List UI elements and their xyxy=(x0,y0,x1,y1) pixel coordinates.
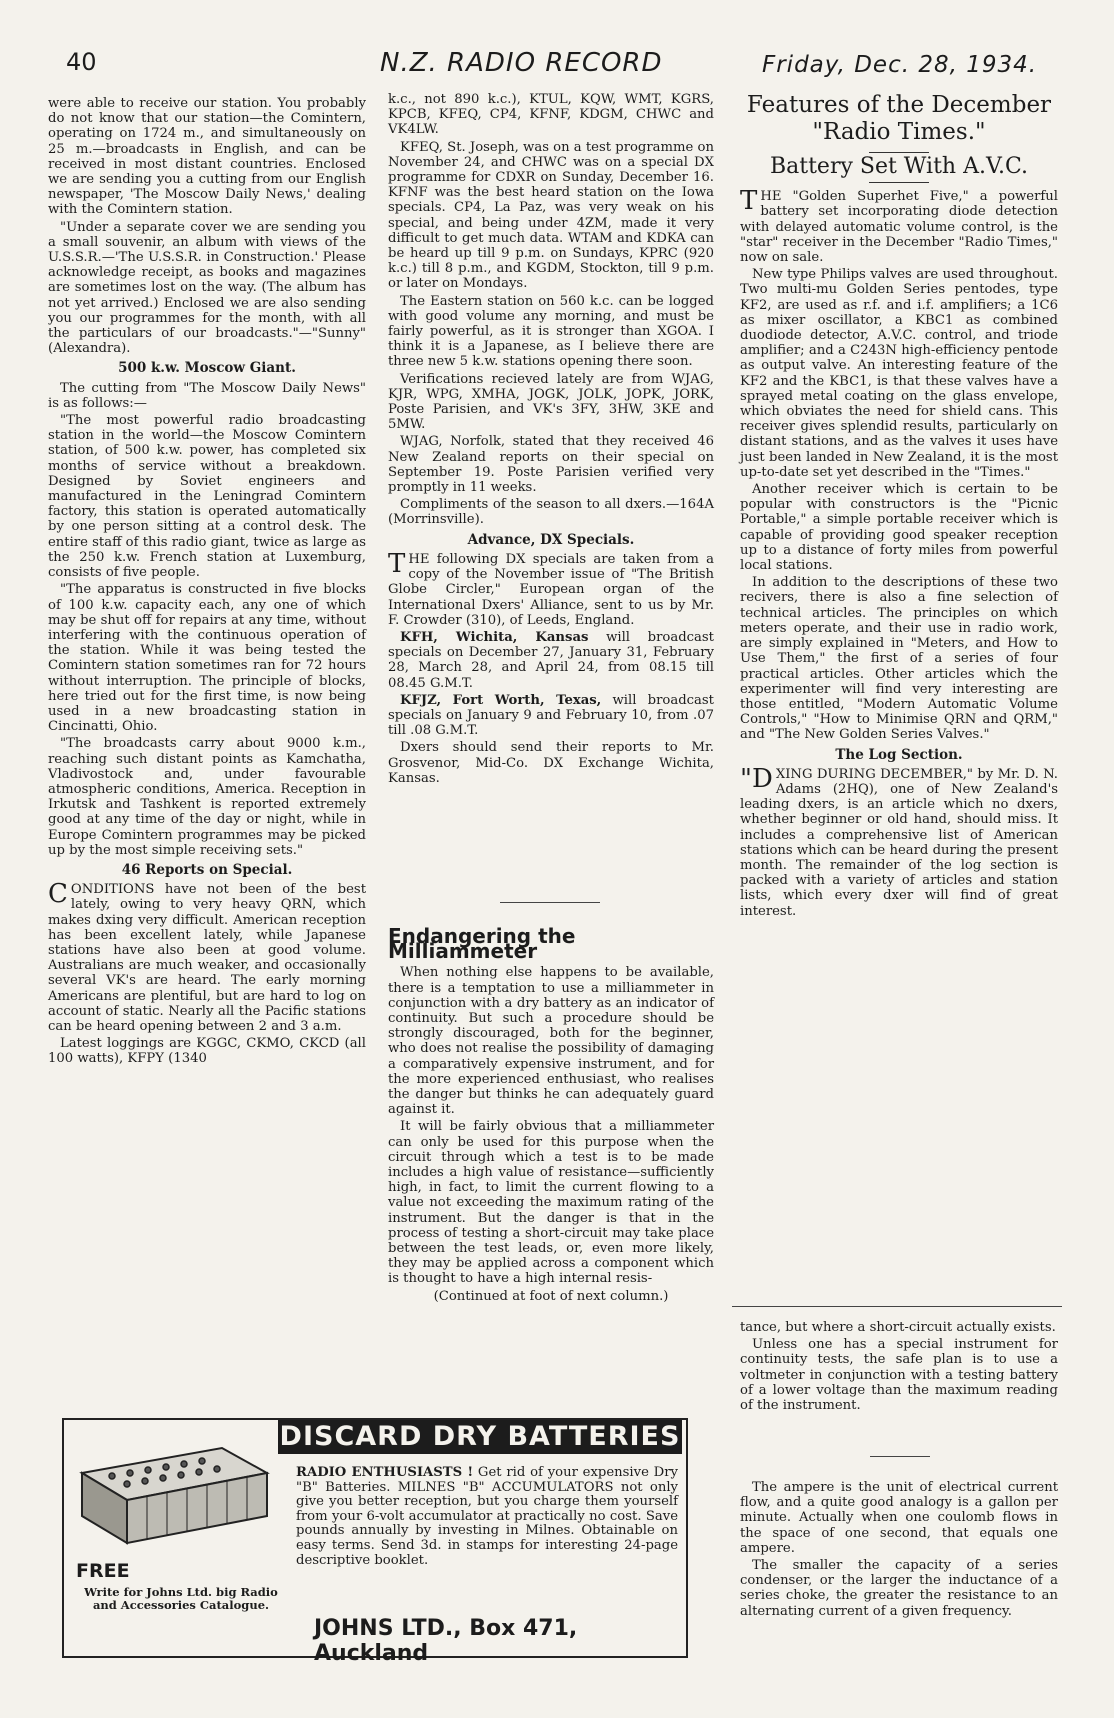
paragraph: When nothing else happens to be available, there is a temptation to use a milliammeter in conjunction with a dry battery as an indicator of continuity. But such a procedure should be strongly discouraged, both for the beginner, who does not realise the possibility of damaging a comparatively expensive instrument, and for the more experienced enthusiast, who realises the danger but thinks he can adequately guard against it. xyxy=(388,965,714,1118)
paragraph: KFEQ, St. Joseph, was on a test programme on November 24, and CHWC was on a special DX programme for CDXR on Sunday, December 16. KFNF was the best heard station on the Iowa specials. CP4, La Paz, was very weak on his special, and being under 4ZM, made it very difficult to get much data. WTAM and KDKA can be heard up till 9 p.m. on Sundays, KPRC (920 k.c.) till 8 p.m., and KGDM, Stockton, till 9 p.m. or later on Mondays. xyxy=(388,139,714,292)
divider xyxy=(870,1456,930,1457)
paragraph: k.c., not 890 k.c.), KTUL, KQW, WMT, KGRS, KPCB, KFEQ, CP4, KFNF, KDGM, CHWC and VK4LW. xyxy=(388,92,714,138)
paragraph: KFJZ, Fort Worth, Texas, will broadcast specials on January 9 and February 10, from .07 till .08 G.M.T. xyxy=(388,692,714,739)
paragraph: THE following DX specials are taken from a copy of the November issue of "The British Globe Circler," European organ of the International Dxers' Alliance, sent to us by Mr. F. Crowder (310), of Leeds, England. xyxy=(388,548,714,628)
ad-address: JOHNS LTD., Box 471, Auckland xyxy=(314,1616,578,1666)
paragraph: Dxers should send their reports to Mr. Grosvenor, Mid-Co. DX Exchange Wichita, Kansas. xyxy=(388,740,714,786)
paragraph: CONDITIONS have not been of the best lately, owing to very heavy QRN, which makes dxing very difficult. American reception has been excellent lately, while Japanese stations have also been at good volume. Australians are much weaker, and occasionally several VK's are heard. The early morning Americans are plentiful, but are hard to log on account of static. Nearly all the Pacific stations can be heard opening between 2 and 3 a.m. xyxy=(48,879,366,1034)
ad-catalogue-offer: Write for Johns Ltd. big Radio and Accessories Catalogue. xyxy=(84,1585,278,1612)
drop-cap: C xyxy=(48,879,68,910)
paragraph: The Eastern station on 560 k.c. can be logged with good volume any morning, and must be fairly powerful, as it is stronger than XGOA. I think it is a Japanese, as I believe there are three new 5 k.w. stations opening there soon. xyxy=(388,293,714,370)
paragraph: It will be fairly obvious that a milliammeter can only be used for this purpose when the circuit through which a test is to be made includes a high value of resistance—sufficiently high, in fact, to limit the current flowing to a value not exceeding the maximum rating of the instrument. But the danger is that in the process of testing a short-circuit may take place between the test leads, or, even more likely, they may be applied across a component which is thought to have a high internal resis- xyxy=(388,1119,714,1287)
paragraph: Verifications recieved lately are from WJAG, KJR, WPG, XMHA, JOGK, JOLK, JOPK, JORK, Poste Parisien, and VK's 3FY, 3HW, 3KE and 5MW. xyxy=(388,371,714,433)
drop-cap: T xyxy=(740,186,758,217)
article-title: Features of the December "Radio Times." xyxy=(746,92,1052,145)
paragraph: New type Philips valves are used throughout. Two multi-mu Golden Series pentodes, type KF2, are used as r.f. and i.f. amplifiers; a 1C6 as mixer oscillator, a KBC1 as combined duodiode detector, A.V.C. control, and triode amplifier; and a C243N high-efficiency pentode as output valve. An interesting feature of the KF2 and the KBC1, is that these valves have a sprayed metal coating on the glass envelope, which obviates the need for shield cans. This receiver gives splendid results, particularly on distant stations, and as the valves it uses have just been landed in New Zealand, it is the most up-to-date set yet described in the "Times." xyxy=(740,267,1058,480)
paragraph: were able to receive our station. You probably do not know that our station—the Comintern, operating on 1724 m., and simultaneously on 25 m.—broadcasts in English, and can be received in most distant countries. Enclosed we are sending you a cutting from our English newspaper, 'The Moscow Daily News,' dealing with the Comintern station. xyxy=(48,96,366,218)
column-3-continued xyxy=(740,1320,1058,1440)
column-3 xyxy=(740,92,1058,1287)
paragraph: KFH, Wichita, Kansas will broadcast specials on December 27, January 31, February 28, March 28, and April 24, from 08.15 till 08.45 G.M.T. xyxy=(388,629,714,691)
paragraph: "The apparatus is constructed in five blocks of 100 k.w. capacity each, any one of which may be shut off for repairs at any time, without interfering with the continuous operation of the station. While it was being tested the Comintern station sometimes ran for 72 hours without interruption. The principle of blocks, here tried out for the first time, is now being used in a new broadcasting station in Cincinatti, Ohio. xyxy=(48,582,366,735)
divider xyxy=(869,152,929,153)
paragraph: "DXING DURING DECEMBER," by Mr. D. N. Adams (2HQ), one of New Zealand's leading dxers, is an article which no dxers, whether beginner or old hand, should miss. It includes a comprehensive list of American stations which can be heard during the present month. The remainder of the log section is packed with a variety of articles and station lists, which every dxer will find of great interest. xyxy=(740,763,1058,919)
paragraph: "The broadcasts carry about 9000 k.m., reaching such distant points as Kamchatha, Vladivostock and, under favourable atmospheric conditions, America. Reception in Irkutsk and Tashkent is reported extremely good at any time of the day or night, while in Europe Comintern programmes may be picked up by the most simple receiving sets." xyxy=(48,736,366,858)
section-heading: 500 k.w. Moscow Giant. xyxy=(118,360,296,377)
paragraph: WJAG, Norfolk, stated that they received 46 New Zealand reports on their special on September 19. Poste Parisien verified very promptly in 11 weeks. xyxy=(388,434,714,496)
ad-free: FREE xyxy=(76,1560,130,1582)
ad-banner: DISCARD DRY BATTERIES xyxy=(279,1421,681,1452)
accumulator-illustration xyxy=(72,1428,272,1548)
continued-note: (Continued at foot of next column.) xyxy=(433,1288,669,1304)
paragraph: Compliments of the season to all dxers.—164A (Morrinsville). xyxy=(388,497,714,528)
article-title: Endangering the Milliammeter xyxy=(388,924,576,964)
paragraph: The cutting from "The Moscow Daily News" is as follows:— xyxy=(48,380,366,411)
article-subtitle: Battery Set With A.V.C. xyxy=(769,154,1029,179)
column-3-filler xyxy=(740,1480,1058,1660)
paragraph: In addition to the descriptions of these two recivers, there is also a fine selection of technical articles. The principles on which meters operate, and their use in radio work, are simply explained in "Meters, and How to Use Them," the first of a series of four practical articles. Other articles which the experimenter will find very interesting are those entitled, "Modern Automatic Volume Controls," "How to Minimise QRN and QRM," and "The New Golden Series Valves." xyxy=(740,575,1058,743)
paragraph: tance, but where a short-circuit actually exists. xyxy=(740,1320,1056,1335)
paragraph: THE "Golden Superhet Five," a powerful battery set incorporating diode detection with delayed automatic volume control, is the "star" receiver in the December "Radio Times," now on sale. xyxy=(740,186,1058,266)
drop-cap: "D xyxy=(740,763,773,794)
divider xyxy=(500,902,600,903)
paragraph: "Under a separate cover we are sending you a small souvenir, an album with views of the U.S.S.R.—'The U.S.S.R. in Construction.' Please acknowledge receipt, as books and magazines are sometimes lost on the way. (The album has not yet arrived.) Enclosed we are also sending you our programmes for the month, with all the particulars of our broadcasts."—"Sunny" (Alexandra). xyxy=(48,219,366,357)
ad-body: RADIO ENTHUSIASTS ! Get rid of your expensive Dry "B" Batteries. MILNES "B" ACCUMULATORS not only give you better reception, but you charge them yourself from your 6-volt accumulator at practically no cost. Save pounds annually by investing in Milnes. Obtainable on easy terms. Send 3d. in stamps for interesting 24-page descriptive booklet. xyxy=(296,1465,679,1568)
publication-title: N.Z. RADIO RECORD xyxy=(380,48,663,78)
divider xyxy=(732,1306,1062,1307)
column-2-article xyxy=(388,925,714,1405)
column-1 xyxy=(48,96,366,1396)
paragraph: "The most powerful radio broadcasting station in the world—the Moscow Comintern station, of 500 k.w. power, has completed six months of service without a breakdown. Designed by Soviet engineers and manufactured in the Leningrad Comintern factory, this station is operated automatically by one person sitting at a control desk. The entire staff of this radio giant, twice as large as the 250 k.w. French station at Luxemburg, consists of five people. xyxy=(48,413,366,581)
section-heading: 46 Reports on Special. xyxy=(121,861,293,878)
drop-cap: T xyxy=(388,548,406,579)
paragraph: Unless one has a special instrument for continuity tests, the safe plan is to use a voltmeter in conjunction with a testing battery of a lower voltage than the maximum reading of the instrument. xyxy=(740,1337,1058,1414)
paragraph: Latest loggings are KGGC, CKMO, CKCD (all 100 watts), KFPY (1340 xyxy=(48,1036,366,1067)
section-heading: Advance, DX Specials. xyxy=(467,531,635,548)
issue-date: Friday, Dec. 28, 1934. xyxy=(762,52,1038,78)
advertisement xyxy=(62,1418,688,1666)
paragraph: The ampere is the unit of electrical current flow, and a quite good analogy is a gallon per minute. Actually when one coulomb flows in the space of one second, that equals one ampere. xyxy=(740,1480,1058,1556)
divider xyxy=(869,182,929,183)
column-2 xyxy=(388,92,714,786)
section-heading: The Log Section. xyxy=(835,746,963,763)
page-number: 40 xyxy=(66,48,97,76)
paragraph: The smaller the capacity of a series condenser, or the larger the inductance of a series choke, the greater the resistance to an alternating current of a given frequency. xyxy=(740,1558,1058,1619)
paragraph: Another receiver which is certain to be popular with constructors is the "Picnic Portable," a simple portable receiver which is capable of providing good speaker reception up to a distance of forty miles from powerful local stations. xyxy=(740,482,1058,574)
